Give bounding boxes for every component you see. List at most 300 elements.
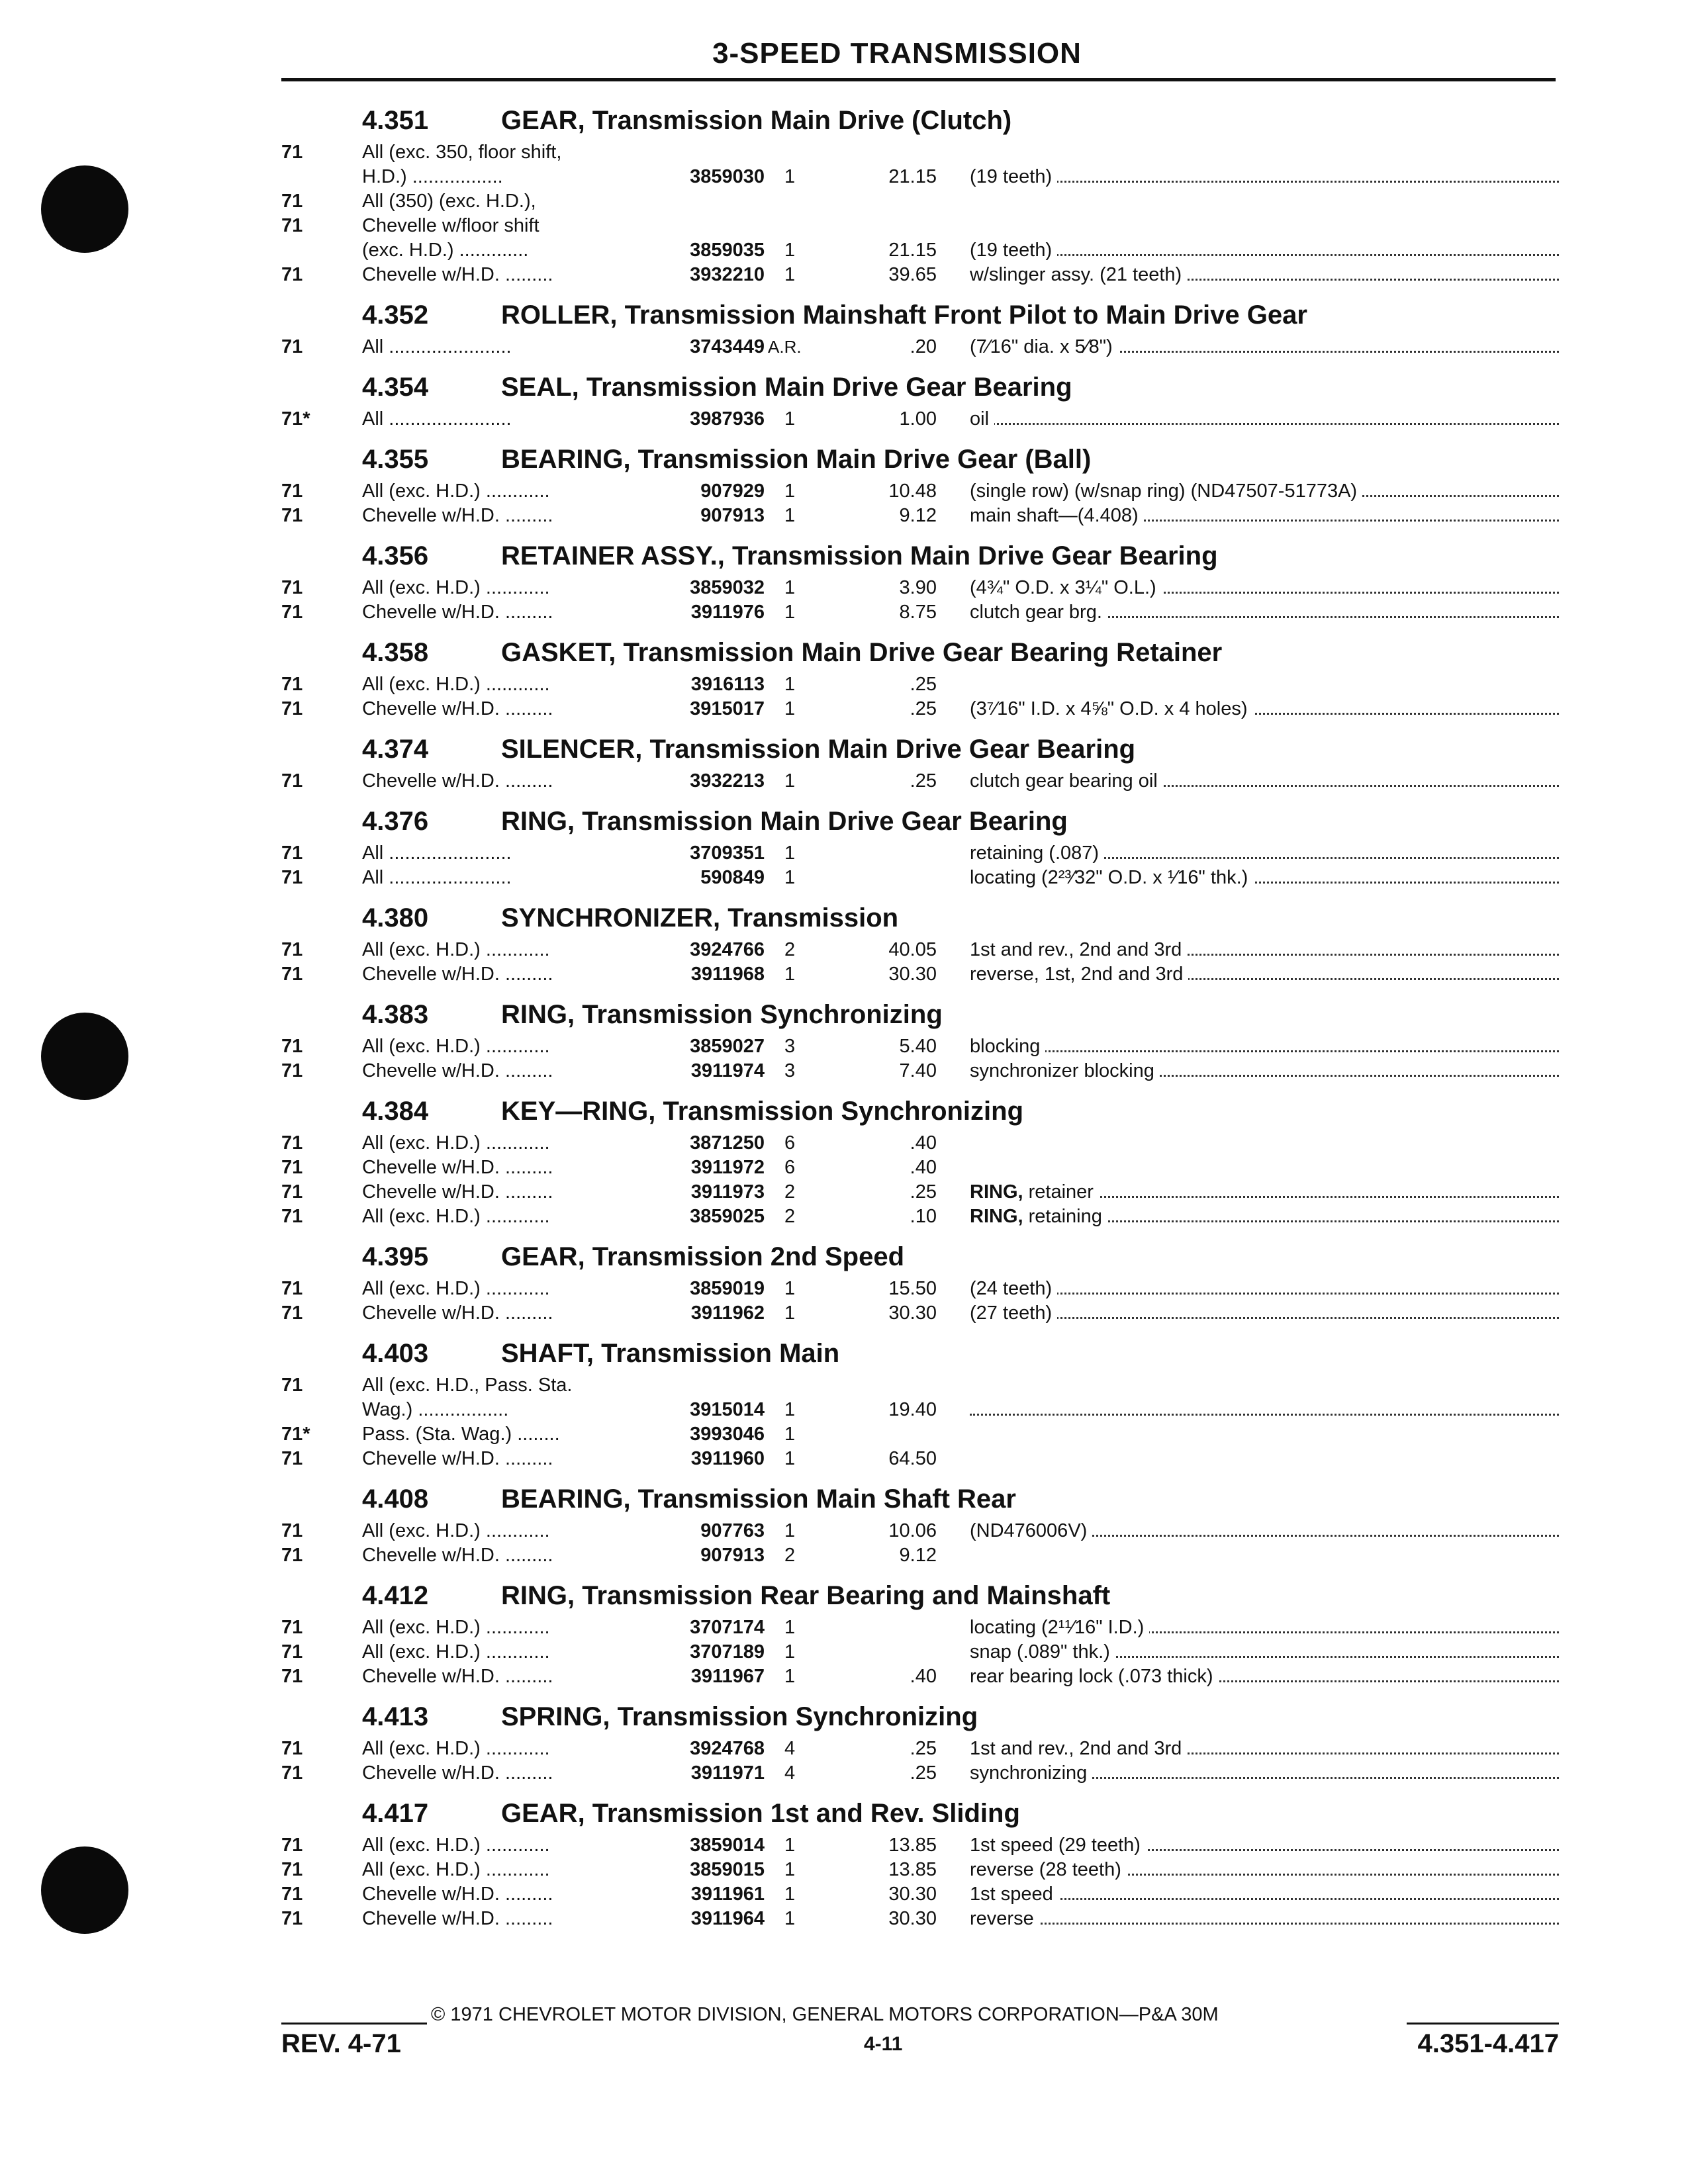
- description-bold: RING,: [970, 1206, 1023, 1227]
- model-year: 71: [281, 770, 303, 792]
- part-row: [281, 1664, 1559, 1689]
- part-row: [281, 1519, 1559, 1543]
- part-number: 3709351: [690, 842, 765, 864]
- model-year: 71: [281, 1448, 303, 1469]
- price: 40.05: [888, 939, 937, 960]
- part-number: 3911962: [690, 1302, 765, 1324]
- description: [970, 1447, 1559, 1471]
- description-text: [970, 336, 1118, 357]
- part-row: [281, 189, 1559, 214]
- part-row: [281, 1882, 1559, 1907]
- model-year: 71: [281, 698, 303, 719]
- description-value: 1st speed: [970, 1884, 1053, 1905]
- price: 21.15: [888, 166, 937, 187]
- description-value: (27 teeth): [970, 1302, 1053, 1324]
- section-number: 4.355: [362, 445, 429, 474]
- description-text: [970, 240, 1057, 261]
- model-year: 71: [281, 336, 303, 357]
- part-row: [281, 1858, 1559, 1882]
- part-row: [281, 1833, 1559, 1858]
- section-heading: [281, 93, 1559, 140]
- section-heading: [281, 987, 1559, 1034]
- application: All (exc. H.D.) ............: [362, 1835, 550, 1856]
- model-year: 71: [281, 1545, 303, 1566]
- description: [970, 600, 1559, 625]
- part-row: [281, 1156, 1559, 1180]
- description-value: w/slinger assy. (21 teeth): [970, 264, 1182, 285]
- quantity: 3: [784, 1060, 796, 1081]
- description-text: [970, 1036, 1045, 1057]
- description: [970, 1373, 1559, 1398]
- quantity: 2: [784, 939, 796, 960]
- part-row: [281, 769, 1559, 794]
- application: Chevelle w/H.D. .........: [362, 1545, 553, 1566]
- section-heading: [281, 1471, 1559, 1519]
- description-text: [970, 1738, 1187, 1759]
- description: [970, 1543, 1559, 1568]
- section-title: RING, Transmission Main Drive Gear Bearing: [501, 807, 1068, 836]
- catalog-section: [281, 625, 1559, 721]
- description: [970, 866, 1559, 890]
- description-text: [970, 480, 1362, 502]
- price: 8.75: [899, 602, 937, 623]
- application: Chevelle w/H.D. .........: [362, 1884, 553, 1905]
- description-value: (24 teeth): [970, 1278, 1053, 1299]
- price: 30.30: [888, 1884, 937, 1905]
- description: [970, 697, 1559, 721]
- description-text: [970, 191, 975, 212]
- part-row: [281, 672, 1559, 697]
- description-value: locating (2²³⁄32" O.D. x ¹⁄16" thk.): [970, 867, 1248, 888]
- section-heading: [281, 1786, 1559, 1833]
- model-year: 71: [281, 191, 303, 212]
- price: 39.65: [888, 264, 937, 285]
- description-text: [970, 1545, 975, 1566]
- model-year: 71: [281, 1859, 303, 1880]
- description: [970, 140, 1559, 165]
- quantity: 2: [784, 1545, 796, 1566]
- quantity: 1: [784, 1520, 796, 1541]
- application: All .......................: [362, 867, 512, 888]
- part-row: [281, 841, 1559, 866]
- catalog-section: [281, 359, 1559, 432]
- part-row: [281, 263, 1559, 287]
- application: All (exc. H.D.) ............: [362, 1206, 550, 1227]
- catalog-section: [281, 93, 1559, 287]
- model-year: 71*: [281, 1424, 310, 1445]
- binder-hole-top: [41, 165, 128, 253]
- application: Chevelle w/floor shift: [362, 215, 539, 236]
- description: [970, 214, 1559, 238]
- description: [970, 1615, 1559, 1640]
- quantity: 1: [784, 1641, 796, 1662]
- description: [970, 672, 1559, 697]
- application: All (350) (exc. H.D.),: [362, 191, 536, 212]
- description: [970, 335, 1559, 359]
- model-year: 71: [281, 1132, 303, 1154]
- description-text: [970, 1908, 1039, 1929]
- description: [970, 1301, 1559, 1326]
- application: Chevelle w/H.D. .........: [362, 1157, 553, 1178]
- quantity: 1: [784, 1835, 796, 1856]
- section-number: 4.395: [362, 1242, 429, 1271]
- description-value: retaining: [1023, 1206, 1102, 1227]
- application: Chevelle w/H.D. .........: [362, 505, 553, 526]
- description-text: [970, 1375, 975, 1396]
- description: [970, 238, 1559, 263]
- part-row: [281, 1301, 1559, 1326]
- application: Chevelle w/H.D. .........: [362, 1181, 553, 1203]
- part-row: [281, 1180, 1559, 1205]
- part-number: 3911971: [690, 1762, 765, 1784]
- part-row: [281, 1373, 1559, 1398]
- section-title: RETAINER ASSY., Transmission Main Drive Gear Bearing: [501, 541, 1218, 570]
- quantity: 1: [784, 480, 796, 502]
- price: .25: [910, 1181, 937, 1203]
- part-row: [281, 1907, 1559, 1931]
- quantity: 1: [784, 867, 796, 888]
- description-text: [970, 1617, 1149, 1638]
- description: [970, 1640, 1559, 1664]
- description: [970, 263, 1559, 287]
- part-row: [281, 938, 1559, 962]
- model-year: 71: [281, 1206, 303, 1227]
- section-number: 4.384: [362, 1097, 429, 1126]
- description-text: [970, 1762, 1092, 1784]
- application: All (exc. 350, floor shift,: [362, 142, 562, 163]
- description-value: 1st and rev., 2nd and 3rd: [970, 1738, 1182, 1759]
- model-year: 71: [281, 1302, 303, 1324]
- model-year: 71: [281, 867, 303, 888]
- price: 7.40: [899, 1060, 937, 1081]
- application: Chevelle w/H.D. .........: [362, 1666, 553, 1687]
- part-row: [281, 697, 1559, 721]
- part-number: 3911976: [690, 602, 765, 623]
- section-heading: [281, 1229, 1559, 1277]
- quantity: 1: [784, 602, 796, 623]
- part-number: 907913: [700, 505, 765, 526]
- part-row: [281, 866, 1559, 890]
- description-text: [970, 939, 1187, 960]
- section-number: 4.380: [362, 903, 429, 933]
- description-text: [970, 1424, 975, 1445]
- price: .40: [910, 1157, 937, 1178]
- description-value: reverse, 1st, 2nd and 3rd: [970, 964, 1184, 985]
- catalog-section: [281, 1471, 1559, 1568]
- part-row: [281, 1615, 1559, 1640]
- section-number: 4.417: [362, 1799, 429, 1828]
- page-footer: [281, 1999, 1559, 2078]
- quantity: 1: [784, 964, 796, 985]
- application: Chevelle w/H.D. .........: [362, 1908, 553, 1929]
- application: Chevelle w/H.D. .........: [362, 1762, 553, 1784]
- description-text: [970, 1060, 1160, 1081]
- description-text: [970, 1157, 975, 1178]
- model-year: 71*: [281, 408, 310, 430]
- section-number: 4.403: [362, 1339, 429, 1368]
- part-row: [281, 1422, 1559, 1447]
- quantity: 1: [784, 770, 796, 792]
- description-value: (3⁷⁄16" I.D. x 4⅝" O.D. x 4 holes): [970, 698, 1248, 719]
- application: Chevelle w/H.D. .........: [362, 1060, 553, 1081]
- description-text: [970, 1132, 975, 1154]
- model-year: 71: [281, 939, 303, 960]
- part-row: [281, 1640, 1559, 1664]
- quantity: 6: [784, 1132, 796, 1154]
- part-number: 3859035: [690, 240, 765, 261]
- price: 1.00: [899, 408, 937, 430]
- model-year: 71: [281, 505, 303, 526]
- price: 9.12: [899, 505, 937, 526]
- description-value: rear bearing lock (.073 thick): [970, 1666, 1213, 1687]
- price: .25: [910, 1738, 937, 1759]
- description-value: synchronizing: [970, 1762, 1088, 1784]
- model-year: 71: [281, 1666, 303, 1687]
- quantity: 2: [784, 1206, 796, 1227]
- price: 9.12: [899, 1545, 937, 1566]
- model-year: 71: [281, 1617, 303, 1638]
- description-text: [970, 1206, 1107, 1227]
- parts-catalog-list: [281, 93, 1559, 1931]
- section-heading: [281, 1083, 1559, 1131]
- model-year: 71: [281, 142, 303, 163]
- part-number: 3924766: [690, 939, 765, 960]
- part-number: 3707189: [690, 1641, 765, 1662]
- part-row: [281, 1205, 1559, 1229]
- description-bold: RING,: [970, 1181, 1023, 1203]
- quantity: 1: [784, 1448, 796, 1469]
- section-heading: [281, 1568, 1559, 1615]
- model-year: 71: [281, 577, 303, 598]
- section-title: SILENCER, Transmission Main Drive Gear Bearing: [501, 735, 1136, 764]
- description-text: [970, 964, 1188, 985]
- section-title: SHAFT, Transmission Main: [501, 1339, 840, 1368]
- description: [970, 1277, 1559, 1301]
- description-value: reverse (28 teeth): [970, 1859, 1121, 1880]
- description-text: [970, 166, 1057, 187]
- description-text: [970, 264, 1187, 285]
- application: Chevelle w/H.D. .........: [362, 1448, 553, 1469]
- catalog-section: [281, 890, 1559, 987]
- section-number: 4.352: [362, 300, 429, 330]
- description-text: [970, 1884, 1058, 1905]
- description-text: [970, 1859, 1127, 1880]
- application: Wag.) .................: [362, 1399, 509, 1420]
- section-number: 4.383: [362, 1000, 429, 1029]
- description: [970, 1858, 1559, 1882]
- part-number: 3859015: [690, 1859, 765, 1880]
- price: 5.40: [899, 1036, 937, 1057]
- section-heading: [281, 432, 1559, 479]
- description: [970, 841, 1559, 866]
- description: [970, 1519, 1559, 1543]
- part-number: 3743449: [690, 336, 765, 357]
- part-number: 3859030: [690, 166, 765, 187]
- description-text: [970, 1181, 1099, 1203]
- application: Chevelle w/H.D. .........: [362, 264, 553, 285]
- description-value: oil: [970, 408, 990, 430]
- description-value: (7⁄16" dia. x 5⁄8"): [970, 336, 1113, 357]
- binder-hole-middle: [41, 1013, 128, 1100]
- description-value: clutch gear bearing oil: [970, 770, 1158, 792]
- description: [970, 1907, 1559, 1931]
- model-year: 71: [281, 674, 303, 695]
- description-text: [970, 1835, 1146, 1856]
- description-text: [970, 577, 1162, 598]
- model-year: 71: [281, 1375, 303, 1396]
- section-heading: [281, 721, 1559, 769]
- part-row: [281, 479, 1559, 504]
- description-value: (4¾" O.D. x 3¼" O.L.): [970, 577, 1156, 598]
- part-number: 3859019: [690, 1278, 765, 1299]
- quantity: 6: [784, 1157, 796, 1178]
- part-row: [281, 1277, 1559, 1301]
- model-year: 71: [281, 1060, 303, 1081]
- section-heading: [281, 528, 1559, 576]
- section-number: 4.351: [362, 106, 429, 135]
- description-text: [970, 842, 1104, 864]
- section-title: SPRING, Transmission Synchronizing: [501, 1702, 978, 1731]
- description-text: [970, 1278, 1057, 1299]
- price: .25: [910, 698, 937, 719]
- quantity: 1: [784, 698, 796, 719]
- model-year: 71: [281, 1520, 303, 1541]
- application: Chevelle w/H.D. .........: [362, 698, 553, 719]
- description-text: [970, 408, 994, 430]
- section-number: 4.376: [362, 807, 429, 836]
- part-row: [281, 140, 1559, 165]
- footer-rule-right: [1407, 2023, 1559, 2025]
- catalog-section: [281, 1568, 1559, 1689]
- model-year: 71: [281, 1908, 303, 1929]
- quantity: 1: [784, 842, 796, 864]
- part-row: [281, 962, 1559, 987]
- part-number: 3924768: [690, 1738, 765, 1759]
- quantity: 1: [784, 264, 796, 285]
- description: [970, 1833, 1559, 1858]
- description-value: snap (.089" thk.): [970, 1641, 1110, 1662]
- section-title: BEARING, Transmission Main Shaft Rear: [501, 1484, 1016, 1514]
- model-year: 71: [281, 602, 303, 623]
- as-required-note: A.R.: [768, 337, 802, 357]
- part-row: [281, 504, 1559, 528]
- quantity: 1: [784, 674, 796, 695]
- price: 19.40: [888, 1399, 937, 1420]
- price: 30.30: [888, 1302, 937, 1324]
- catalog-section: [281, 1689, 1559, 1786]
- description-value: (19 teeth): [970, 240, 1053, 261]
- quantity: 1: [784, 1278, 796, 1299]
- quantity: 1: [784, 1666, 796, 1687]
- price: 13.85: [888, 1859, 937, 1880]
- quantity: 1: [784, 1908, 796, 1929]
- description: [970, 1205, 1559, 1229]
- part-number: 3916113: [690, 674, 765, 695]
- price: 3.90: [899, 577, 937, 598]
- application: All (exc. H.D.) ............: [362, 480, 550, 502]
- price: .25: [910, 674, 937, 695]
- application: All (exc. H.D.) ............: [362, 939, 550, 960]
- description-value: retaining (.087): [970, 842, 1100, 864]
- quantity: 1: [784, 1424, 796, 1445]
- description: [970, 962, 1559, 987]
- part-number: 3911968: [690, 964, 765, 985]
- quantity: 1: [784, 505, 796, 526]
- application: All (exc. H.D., Pass. Sta.: [362, 1375, 573, 1396]
- description: [970, 479, 1559, 504]
- description-value: reverse: [970, 1908, 1034, 1929]
- quantity: 3: [784, 1036, 796, 1057]
- part-number: 3871250: [690, 1132, 765, 1154]
- application: All (exc. H.D.) ............: [362, 1738, 550, 1759]
- description-text: [970, 698, 1253, 719]
- description: [970, 1737, 1559, 1761]
- catalog-section: [281, 1083, 1559, 1229]
- section-heading: [281, 890, 1559, 938]
- description: [970, 1131, 1559, 1156]
- description: [970, 1059, 1559, 1083]
- description-text: [970, 602, 1107, 623]
- catalog-section: [281, 1786, 1559, 1931]
- price: .25: [910, 1762, 937, 1784]
- section-title: SEAL, Transmission Main Drive Gear Bearing: [501, 373, 1072, 402]
- description: [970, 165, 1559, 189]
- description-text: [970, 770, 1163, 792]
- catalog-section: [281, 1326, 1559, 1471]
- section-number: 4.374: [362, 735, 429, 764]
- description-value: blocking: [970, 1036, 1041, 1057]
- description: [970, 1180, 1559, 1205]
- description: [970, 769, 1559, 794]
- application: All (exc. H.D.) ............: [362, 1132, 550, 1154]
- description-value: (ND476006V): [970, 1520, 1088, 1541]
- part-row: [281, 1737, 1559, 1761]
- section-title: GEAR, Transmission 2nd Speed: [501, 1242, 905, 1271]
- copyright-notice: © 1971 CHEVROLET MOTOR DIVISION, GENERAL MOTORS CORPORATION—P&A 30M: [427, 2004, 1223, 2026]
- description-value: clutch gear brg.: [970, 602, 1102, 623]
- price: .20: [910, 336, 937, 357]
- catalog-section: [281, 1229, 1559, 1326]
- model-year: 71: [281, 215, 303, 236]
- description-value: 1st and rev., 2nd and 3rd: [970, 939, 1182, 960]
- price: 10.48: [888, 480, 937, 502]
- description: [970, 938, 1559, 962]
- price: 21.15: [888, 240, 937, 261]
- page-title: 3-SPEED TRANSMISSION: [712, 37, 1082, 69]
- application: Chevelle w/H.D. .........: [362, 602, 553, 623]
- model-year: 71: [281, 1036, 303, 1057]
- price: .40: [910, 1132, 937, 1154]
- application: All (exc. H.D.) ............: [362, 1641, 550, 1662]
- application: All .......................: [362, 408, 512, 430]
- part-number: 3915017: [690, 698, 765, 719]
- section-number: 4.354: [362, 373, 429, 402]
- section-number: 4.412: [362, 1581, 429, 1610]
- description: [970, 1761, 1559, 1786]
- section-number: 4.413: [362, 1702, 429, 1731]
- section-heading: [281, 359, 1559, 407]
- description: [970, 1882, 1559, 1907]
- description-text: [970, 867, 1253, 888]
- model-year: 71: [281, 964, 303, 985]
- part-number: 3859027: [690, 1036, 765, 1057]
- part-number: 907763: [700, 1520, 765, 1541]
- model-year: 71: [281, 1762, 303, 1784]
- model-year: 71: [281, 1157, 303, 1178]
- quantity: 1: [784, 1859, 796, 1880]
- part-number: 3911960: [690, 1448, 765, 1469]
- catalog-section: [281, 721, 1559, 794]
